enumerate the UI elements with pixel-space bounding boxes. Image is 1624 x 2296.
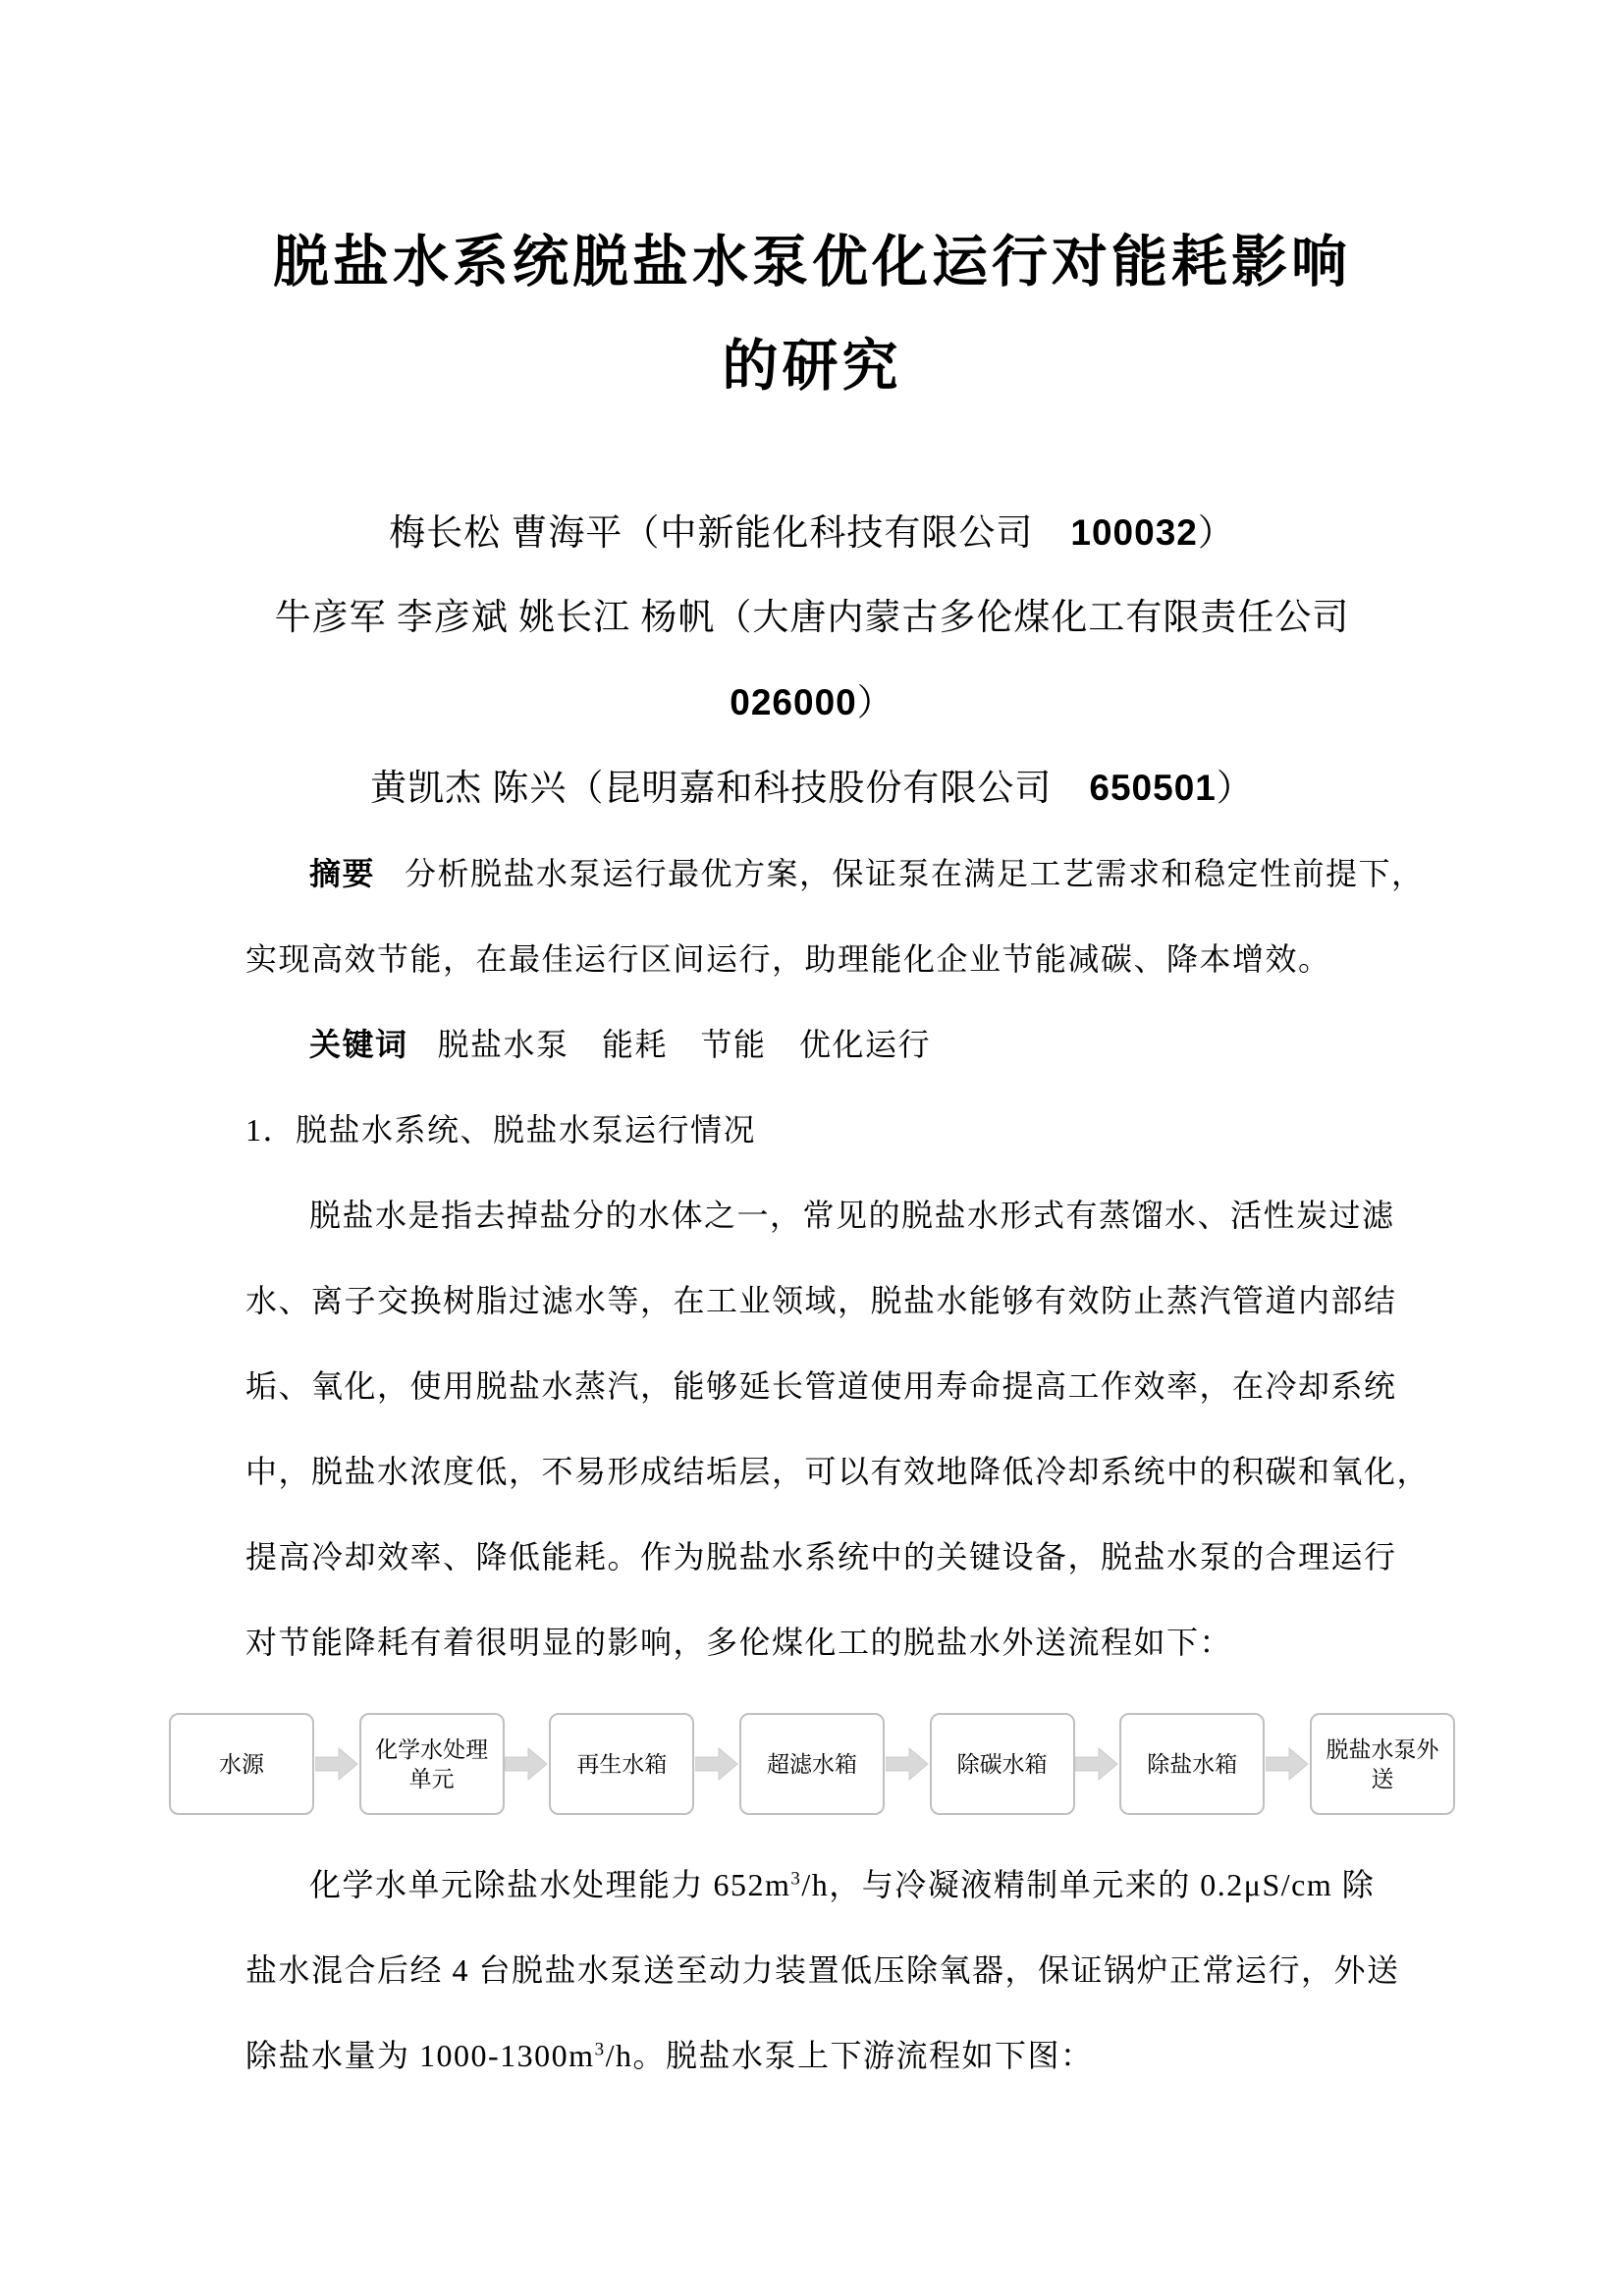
flow-node-chemical-water-unit: 化学水处理单元: [359, 1713, 505, 1815]
postal-code: 026000: [730, 682, 857, 722]
author-line-4: [245, 746, 1379, 831]
right-arrow-icon: [1075, 1746, 1118, 1782]
abstract-label: 摘要: [309, 856, 376, 891]
author-line-2: [245, 576, 1379, 661]
capacity-paragraph: [245, 1842, 1400, 2099]
text-run: 除盐水量为 1000-1300m: [245, 2038, 595, 2073]
abstract-and-intro: [245, 831, 1431, 1685]
right-arrow-icon: [315, 1746, 358, 1782]
keywords-line: [245, 1002, 1379, 1088]
flow-diagram: [169, 1713, 1455, 1815]
section-heading-1: 1．脱盐水系统、脱盐水泵运行情况: [245, 1112, 757, 1148]
superscript: 3: [594, 2039, 606, 2060]
paragraph-line: 对节能降耗有着很明显的影响，多伦煤化工的脱盐水外送流程如下：: [245, 1625, 1233, 1660]
flow-node-decarbonized-tank: 除碳水箱: [930, 1713, 1075, 1815]
paragraph-line: 提高冷却效率、降低能耗。作为脱盐水系统中的关键设备，脱盐水泵的合理运行: [245, 1539, 1397, 1575]
author-names: 梅长松 曹海平（中新能化科技有限公司: [389, 513, 1071, 554]
closing-paren: ）: [856, 683, 894, 723]
flow-node-water-source: 水源: [169, 1713, 314, 1815]
flow-node-demineralized-tank: 除盐水箱: [1119, 1713, 1265, 1815]
flow-node-ultrafiltration-tank: 超滤水箱: [739, 1713, 885, 1815]
text-run: /h。脱盐水泵上下游流程如下图：: [605, 2038, 1094, 2073]
paragraph-line: 水、离子交换树脂过滤水等，在工业领域，脱盐水能够有效防止蒸汽管道内部结: [245, 1283, 1397, 1318]
author-line-3: [245, 661, 1379, 746]
title-line-1: 脱盐水系统脱盐水泵优化运行对能耗影响: [273, 232, 1351, 294]
closing-paren: ）: [1197, 513, 1235, 554]
flow-node-regen-tank: 再生水箱: [549, 1713, 694, 1815]
postal-code: 650501: [1089, 768, 1217, 808]
paragraph-line: 中，脱盐水浓度低，不易形成结垢层，可以有效地降低冷却系统中的积碳和氧化，: [245, 1454, 1431, 1489]
closing-paren: ）: [1216, 769, 1254, 809]
author-line-1: [245, 491, 1379, 576]
text-run: /h，与冷凝液精制单元来的 0.2μS/cm 除: [801, 1867, 1376, 1902]
paragraph-line: 盐水混合后经 4 台脱盐水泵送至动力装置低压除氧器，保证锅炉正常运行，外送: [245, 1952, 1400, 1988]
flow-node-pump-outfeed: 脱盐水泵外送: [1310, 1713, 1455, 1815]
paragraph-line: 脱盐水是指去掉盐分的水体之一，常见的脱盐水形式有蒸馏水、活性炭过滤: [309, 1198, 1395, 1233]
paragraph-line: [245, 1842, 1379, 1928]
keywords-text: 脱盐水泵 能耗 节能 优化运行: [437, 1027, 932, 1062]
author-names: 黄凯杰 陈兴（昆明嘉和科技股份有限公司: [370, 769, 1090, 809]
postal-code: 100032: [1070, 512, 1198, 553]
right-arrow-icon: [1266, 1746, 1309, 1782]
right-arrow-icon: [505, 1746, 548, 1782]
right-arrow-icon: [886, 1746, 929, 1782]
abstract-text-1: 分析脱盐水泵运行最优方案，保证泵在满足工艺需求和稳定性前提下，: [405, 856, 1425, 891]
abstract-line-1: [245, 831, 1425, 917]
paragraph-line: [245, 2013, 1379, 2099]
paragraph-line: 垢、氧化，使用脱盐水蒸汽，能够延长管道使用寿命提高工作效率，在冷却系统: [245, 1368, 1397, 1404]
title-line-2: 的研究: [722, 336, 902, 398]
author-block: [245, 491, 1379, 831]
superscript: 3: [790, 1868, 802, 1890]
page-title: [245, 211, 1379, 419]
text-run: 化学水单元除盐水处理能力 652m: [309, 1867, 791, 1902]
keywords-label: 关键词: [309, 1027, 408, 1062]
abstract-line-2: 实现高效节能，在最佳运行区间运行，助理能化企业节能减碳、降本增效。: [245, 941, 1331, 977]
right-arrow-icon: [695, 1746, 738, 1782]
author-names: 牛彦军 李彦斌 姚长江 杨帆（大唐内蒙古多伦煤化工有限责任公司: [274, 598, 1350, 638]
